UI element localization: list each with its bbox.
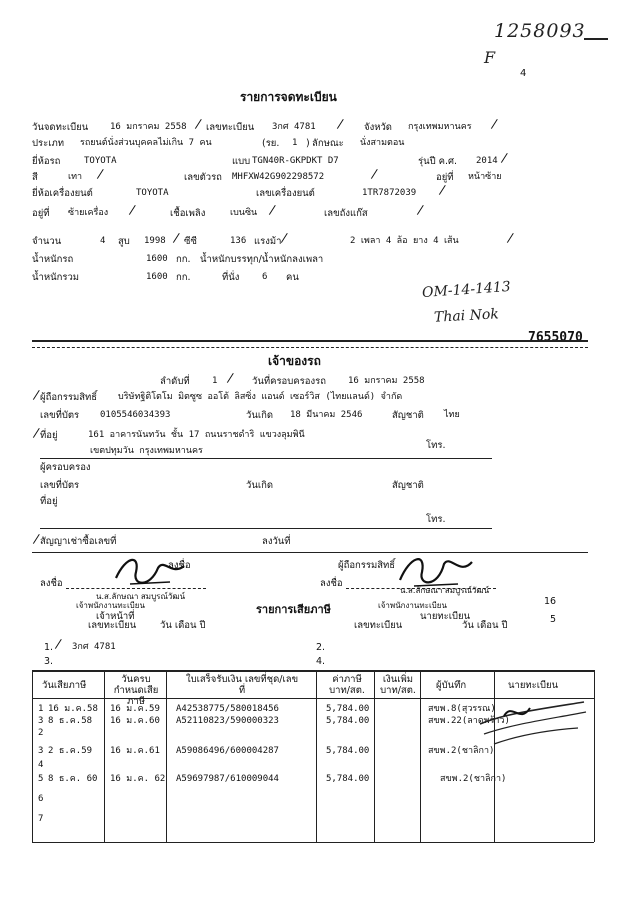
chassis-label: เลขตัวรถ [184, 172, 222, 183]
section-divider-dashed [32, 347, 588, 348]
gas-tank-label: เลขถังแก๊ส [324, 208, 368, 219]
tick-mark: / [500, 150, 509, 167]
officer-label: เจ้าหน้าที่ [96, 611, 135, 622]
tax-amount: 5,784.00 [326, 774, 370, 784]
tax-column-header: เงินเพิ่ม บาท/สต. [380, 674, 416, 696]
tax-row-number: 4 [38, 760, 44, 770]
tax-paid-date: 2 ธ.ค.59 [48, 746, 93, 756]
address-label: ที่อยู่ [40, 430, 58, 441]
tick-mark: / [96, 166, 105, 183]
chassis-value: MHFXW42G902298572 [232, 172, 325, 182]
rights-holder-head: ผู้ถือกรรมสิทธิ์ [338, 560, 396, 571]
tax-col-line [104, 670, 105, 842]
tax-column-header: วันครบกำหนดเสียภาษี [113, 674, 159, 707]
style-value: นั่งสามตอน [360, 138, 405, 148]
tax-row-number: 3 [38, 716, 44, 726]
engine-loc-label: อยู่ที่ [32, 208, 50, 219]
tax-column-header: วันเสียภาษี [42, 680, 87, 691]
tick-mark: / [32, 531, 41, 548]
type-label: ประเภท [32, 138, 65, 149]
seq-value: 1 [212, 376, 218, 386]
corner-dash [584, 38, 608, 40]
engine-brand-label: ยี่ห้อเครื่องยนต์ [32, 188, 93, 199]
tax-col-line [420, 670, 421, 842]
tax-receipt: A42538775/580018456 [176, 704, 279, 714]
registrar-title: เจ้าพนักงานทะเบียน [378, 601, 447, 610]
officer-title: เจ้าพนักงานทะเบียน [76, 601, 145, 610]
tax-due-date: 16 ม.ค. 62 [110, 774, 166, 784]
tick-mark: / [438, 182, 447, 199]
axle-value: 2 เพลา 4 ล้อ ยาง 4 เส้น [350, 236, 459, 246]
section-divider [32, 340, 588, 342]
cylinder-label: สูบ [118, 236, 130, 247]
handwritten-name: Thai Nok [433, 306, 500, 326]
fuel-value: เบนซิน [230, 208, 258, 218]
reg-date-label: วันจดทะเบียน [32, 122, 89, 133]
tick-mark: / [194, 116, 203, 133]
weight-unit: กก. [176, 254, 191, 265]
nationality-value: ไทย [444, 410, 460, 420]
load-label: น้ำหนักบรรทุก/น้ำหนักลงเพลา [200, 254, 324, 265]
tax-recorder: สขพ.2(ชาลิกา) [428, 746, 495, 756]
engine-no-label: เลขเครื่องยนต์ [256, 188, 315, 199]
tick-mark: / [490, 116, 499, 133]
brand-value: TOYOTA [84, 156, 117, 166]
tax-row-number: 7 [38, 814, 44, 824]
tax-recorder: สขพ.8(สุวรรณ) [428, 704, 496, 714]
page-number: 4 [520, 68, 527, 79]
handwritten-document-number: 1258093 [494, 20, 586, 42]
tax-row-number: 6 [38, 794, 44, 804]
tax-row-number: 1 [38, 704, 44, 714]
tick-mark: / [172, 230, 181, 247]
brand-label: ยี่ห้อรถ [32, 156, 61, 167]
registration-title: รายการจดทะเบียน [240, 90, 337, 104]
color-label: สี [32, 172, 38, 183]
plate-value: 3กศ 4781 [272, 122, 316, 132]
type-value: รถยนต์นั่งส่วนบุคคลไม่เกิน 7 คน [80, 138, 212, 148]
tax-paid-date: 8 ธ.ค. 60 [48, 774, 98, 784]
plate-label: เลขทะเบียน [206, 122, 255, 133]
tax-due-date: 16 ม.ค.59 [110, 704, 160, 714]
cut-off-stamp-number: 7655070 [528, 330, 583, 345]
rs-value: 1 [292, 138, 298, 148]
tax-paid-date: 16 ม.ค.58 [48, 704, 98, 714]
fuel-label: เชื้อเพลิง [170, 208, 206, 219]
officer-name: น.ส.ลักษณา สมบูรณ์วัฒน์ [96, 592, 186, 601]
tax-col-line [594, 670, 595, 842]
address-value-line2: เขตปทุมวัน กรุงเทพมหานคร [90, 446, 203, 456]
tax-list-no: 4. [316, 656, 326, 667]
tick-mark: / [506, 230, 515, 247]
engine-brand-value: TOYOTA [136, 188, 169, 198]
sign-label-1: ลงชื่อ [168, 560, 191, 571]
tax-col-line [32, 670, 33, 842]
count-label: จำนวน [32, 236, 62, 247]
tax-row-number: 5 [38, 774, 44, 784]
possessor-label: ผู้ครอบครอง [40, 462, 91, 473]
address-value: 161 อาคารนันทวัน ชั้น 17 ถนนราชดำริ แขวงลุมพินี [88, 430, 305, 440]
tick-mark: / [280, 230, 289, 247]
signature-line [66, 588, 206, 589]
nationality-label: สัญชาติ [392, 410, 424, 421]
tax-list-plate: 3กศ 4781 [72, 642, 116, 652]
rs-close: ) [306, 138, 310, 149]
tax-paid-date: 8 ธ.ค.58 [48, 716, 93, 726]
engine-no-value: 1TR7872039 [362, 188, 417, 198]
own-date-value: 16 มกราคม 2558 [348, 376, 425, 386]
model-label: แบบ [232, 156, 251, 167]
tax-date-head-2: วัน เดือน ปี [462, 620, 508, 631]
tax-plate-head: เลขทะเบียน [88, 620, 137, 631]
tick-mark: / [268, 202, 277, 219]
lease-label: สัญญาเช่าซื้อเลขที่ [40, 536, 117, 547]
tax-row-number: 2 [38, 728, 44, 738]
possessor-divider [40, 528, 492, 529]
tax-col-line [316, 670, 317, 842]
rights-holder-label: ผู้ถือกรรมสิทธิ์ [40, 392, 98, 403]
tax-column-header: นายทะเบียน [508, 680, 559, 691]
tax-list-no: 3. [44, 656, 54, 667]
cc-value: 1998 [144, 236, 166, 246]
tax-recorder: สขพ.2(ชาลิกา) [440, 774, 507, 784]
rs-label: (รย. [262, 138, 280, 149]
birth-value: 18 มีนาคม 2546 [290, 410, 363, 420]
nationality2-label: สัญชาติ [392, 480, 424, 491]
tax-col-line [374, 670, 375, 842]
handwritten-letter-f: F [484, 48, 496, 67]
tick-mark: / [226, 370, 235, 387]
owner-title: เจ้าของรถ [268, 354, 321, 368]
tax-amount: 5,784.00 [326, 704, 370, 714]
tax-date-head: วัน เดือน ปี [160, 620, 206, 631]
seats-unit: คน [286, 272, 299, 283]
registrar-stamp-scribble [474, 694, 592, 754]
birth-label: วันเกิด [246, 410, 273, 421]
registrar-label: นายทะเบียน [420, 611, 471, 622]
address2-label: ที่อยู่ [40, 496, 58, 507]
tick-mark: / [54, 636, 63, 653]
sign-label-2: ลงชื่อ [40, 578, 63, 589]
right-margin-number-a: 16 [544, 596, 557, 607]
tax-plate-head-2: เลขทะเบียน [354, 620, 403, 631]
seq-label: ลำดับที่ [160, 376, 190, 387]
style-label: ลักษณะ [312, 138, 344, 149]
tax-receipt: A59086496/600004287 [176, 746, 279, 756]
cc-label: ซีซี [184, 236, 197, 247]
year-label: รุ่นปี ค.ศ. [418, 156, 458, 167]
tick-mark: / [370, 166, 379, 183]
tax-table-top [32, 670, 594, 672]
year-value: 2014 [476, 156, 498, 166]
tax-title: รายการเสียภาษี [256, 603, 331, 616]
tax-amount: 5,784.00 [326, 716, 370, 726]
seats-label: ที่นั่ง [222, 272, 240, 283]
tel-label: โทร. [426, 440, 446, 451]
card-label: เลขที่บัตร [40, 410, 80, 421]
total-weight-unit: กก. [176, 272, 191, 283]
tax-column-header: ค่าภาษี บาท/สต. [329, 674, 365, 696]
tick-mark: / [416, 202, 425, 219]
registrar-name: น.ส.ลักษณา สมบูรณ์วัฒน์ [400, 586, 490, 595]
own-date-label: วันที่ครอบครองรถ [252, 376, 326, 387]
rights-holder-value: บริษัทฐิติโตโม มิตซูซ ออโต้ ลิสซิ่ง แอนด์ เซอร์วิส (ไทยแลนด์) จำกัด [118, 392, 403, 402]
hp-label: แรงม้า [254, 236, 282, 247]
tel2-label: โทร. [426, 514, 446, 525]
engine-loc-value: ซ้ายเครื่อง [68, 208, 109, 218]
birth2-label: วันเกิด [246, 480, 273, 491]
chassis-loc-label: อยู่ที่ [436, 172, 454, 183]
tax-receipt: A59697987/610009044 [176, 774, 279, 784]
color-value: เทา [68, 172, 83, 182]
owner-divider [40, 458, 492, 459]
card2-label: เลขที่บัตร [40, 480, 80, 491]
tax-col-line [166, 670, 167, 842]
model-value: TGN40R-GKPDKT D7 [252, 156, 339, 166]
tax-table-bottom [32, 842, 594, 843]
count-value: 4 [100, 236, 106, 246]
tick-mark: / [32, 387, 41, 404]
tick-mark: / [336, 116, 345, 133]
tax-row-number: 3 [38, 746, 44, 756]
weight-label: น้ำหนักรถ [32, 254, 74, 265]
handwritten-code: OM-14-1413 [421, 278, 512, 302]
weight-value: 1600 [146, 254, 168, 264]
tick-mark: / [128, 202, 137, 219]
seats-value: 6 [262, 272, 268, 282]
tax-list-no: 1. [44, 642, 54, 653]
reg-date-value: 16 มกราคม 2558 [110, 122, 187, 132]
hp-value: 136 [230, 236, 247, 246]
total-weight-value: 1600 [146, 272, 168, 282]
total-weight-label: น้ำหนักรวม [32, 272, 80, 283]
tax-due-date: 16 ม.ค.60 [110, 716, 160, 726]
tax-list-no: 2. [316, 642, 326, 653]
province-value: กรุงเทพมหานคร [408, 122, 472, 132]
card-value: 0105546034393 [100, 410, 171, 420]
tax-due-date: 16 ม.ค.61 [110, 746, 160, 756]
tax-column-header: ผู้บันทึก [436, 680, 467, 691]
lease-date-label: ลงวันที่ [262, 536, 291, 547]
tax-recorder: สขพ.22(ลาดพร้าว) [428, 716, 510, 726]
tick-mark: / [32, 425, 41, 442]
chassis-loc-value: หน้าซ้าย [468, 172, 502, 182]
tax-receipt: A52110823/590000323 [176, 716, 279, 726]
tax-amount: 5,784.00 [326, 746, 370, 756]
tax-column-header: ใบเสร็จรับเงิน เลขที่ชุด/เลขที่ [185, 674, 299, 696]
province-label: จังหวัด [364, 122, 392, 133]
right-margin-number-b: 5 [550, 614, 557, 625]
sign-label-3: ลงชื่อ [320, 578, 343, 589]
